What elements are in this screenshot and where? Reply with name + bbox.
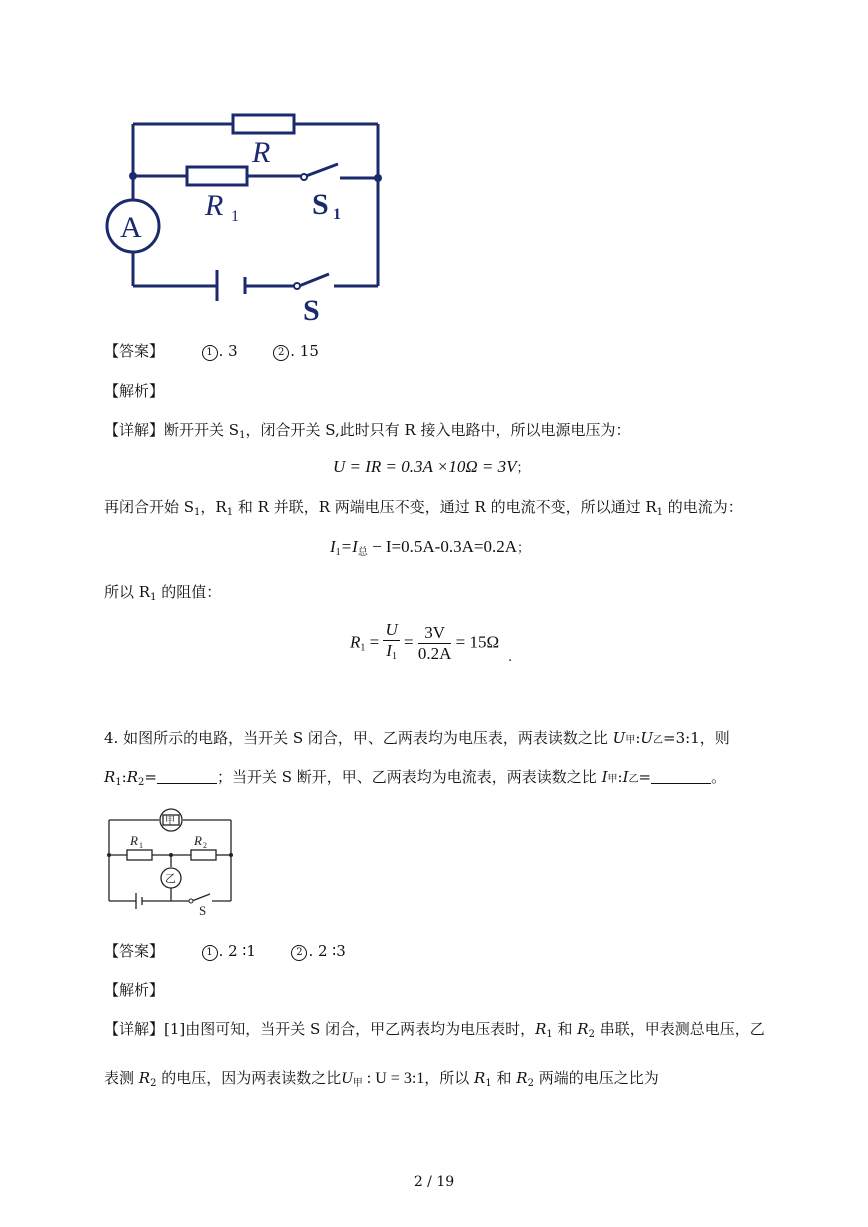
text: : xyxy=(121,768,127,786)
eq-text: : U = 3:1 xyxy=(362,1070,425,1087)
analysis-2-line-2 xyxy=(104,1068,659,1094)
text: 两端的电压之比为 xyxy=(533,1069,659,1087)
question-4-line-1 xyxy=(104,728,730,751)
subscript: 甲 xyxy=(625,735,636,746)
circuit1-label-R1-sub: 1 xyxy=(231,208,239,225)
text: R xyxy=(126,768,139,786)
answer-mark-1: 1 xyxy=(202,945,218,961)
equation-text: U = IR = 0.3A ×10Ω = 3V xyxy=(333,457,517,476)
analysis-1-line-3 xyxy=(104,582,221,608)
fraction-1 xyxy=(383,620,399,667)
circuit1-label-S: S xyxy=(303,294,320,325)
inline-equation xyxy=(341,1070,424,1087)
text: 如图所示的电路，当开关 S 闭合，甲、乙两表均为电压表，两表读数之比 xyxy=(118,729,613,747)
circuit1-label-R: R xyxy=(252,136,271,169)
meter-jia-label: 甲 xyxy=(165,816,175,827)
text: I xyxy=(622,768,629,786)
subscript: 1 xyxy=(391,651,397,662)
circuit2-label-R1-sub: 1 xyxy=(139,841,143,850)
circuit-diagram-1 xyxy=(100,100,390,325)
subscript: 2 xyxy=(150,1078,157,1089)
eq-text: U xyxy=(341,1070,353,1087)
analysis-1-line-2 xyxy=(104,497,743,523)
eq-tail: ； xyxy=(516,540,530,555)
text: 的电流为： xyxy=(663,498,743,516)
subscript: 2 xyxy=(138,777,145,788)
circuit2-label-R2-sub: 2 xyxy=(203,841,207,850)
denominator: I xyxy=(386,641,392,660)
text: U xyxy=(612,729,626,747)
subscript: 1 xyxy=(194,507,201,518)
text: R xyxy=(474,1069,486,1087)
fraction-2 xyxy=(418,623,452,664)
text: I xyxy=(601,768,608,786)
circuit1-label-S1-sub: 1 xyxy=(333,206,341,223)
text: 再闭合开始 S xyxy=(104,498,195,516)
answer-tag: 【答案】 xyxy=(104,942,165,960)
answer-mark-2: 2 xyxy=(273,345,289,361)
subscript: 1 xyxy=(150,592,157,603)
subscript: 甲 xyxy=(352,1078,363,1089)
subscript: 1 xyxy=(546,1029,553,1040)
eq-text: R xyxy=(350,632,361,652)
answer-1 xyxy=(104,341,319,361)
answer-blank-2[interactable] xyxy=(651,769,711,784)
analysis-tag-2: 【解析】 xyxy=(104,981,165,999)
text: = xyxy=(638,768,652,786)
subscript: 1 xyxy=(656,507,664,518)
denominator: 0.2A xyxy=(417,644,452,663)
answer-tag: 【答案】 xyxy=(104,342,165,360)
text: 的电压，因为两表读数之比 xyxy=(156,1069,342,1087)
text: = xyxy=(144,768,157,786)
answer-value-1: . 3 xyxy=(218,342,238,360)
subscript: 1 xyxy=(360,642,366,654)
text: U xyxy=(640,729,654,747)
detail-tag: 【详解】 xyxy=(104,421,165,439)
subscript: 1 xyxy=(115,777,122,788)
equation-3-tail: . xyxy=(508,650,513,665)
answer-blank-1[interactable] xyxy=(157,769,217,784)
eq-text: I xyxy=(330,537,336,556)
question-number: 4. xyxy=(104,729,119,747)
text: 断开开关 S xyxy=(164,421,240,439)
page-number: 2 / 19 xyxy=(413,1174,455,1190)
subscript: 1 xyxy=(485,1078,492,1089)
text: R xyxy=(104,768,116,786)
answer-mark-1: 1 xyxy=(202,345,218,361)
circuit2-label-R2: R xyxy=(194,833,202,848)
text: R xyxy=(577,1020,589,1038)
numerator: U xyxy=(385,620,398,639)
text: 。 xyxy=(711,768,727,786)
meter-yi-label: 乙 xyxy=(165,873,176,885)
text: ，R xyxy=(200,498,227,516)
answer-value-2: . 2 ∶3 xyxy=(308,942,346,960)
text: R xyxy=(535,1020,547,1038)
circuit2-label-R1: R xyxy=(130,833,138,848)
subscript: 2 xyxy=(588,1029,595,1040)
subscript: 总 xyxy=(357,547,368,558)
circuit1-label-S1: S xyxy=(312,188,329,221)
subscript: 甲 xyxy=(607,774,618,785)
subscript: 1 xyxy=(239,430,246,441)
analysis-2-line-1 xyxy=(104,1019,765,1045)
circuit1-label-R1: R xyxy=(205,189,224,222)
analysis-1-line-1 xyxy=(104,420,631,446)
detail-tag: 【详解】 xyxy=(104,1020,165,1038)
ammeter-label: A xyxy=(120,211,142,244)
subscript: 2 xyxy=(527,1078,534,1089)
text: 串联，甲表测总电压，乙 xyxy=(594,1020,765,1038)
answer-mark-2: 2 xyxy=(291,945,307,961)
text: R xyxy=(138,1069,151,1087)
text: ；当开关 S 断开，甲、乙两表均为电流表，两表读数之比 xyxy=(216,768,602,786)
text: 所以 R xyxy=(104,583,151,601)
numerator: 3V xyxy=(418,623,452,644)
subscript: 1 xyxy=(226,507,234,518)
answer-value-2: . 15 xyxy=(290,342,319,360)
text: ，所以 xyxy=(424,1069,475,1087)
eq-result: = 15Ω xyxy=(455,632,500,652)
text: =3:1，则 xyxy=(663,729,730,747)
text: 的阻值： xyxy=(156,583,222,601)
circuit-diagram-2 xyxy=(100,803,240,920)
text: 表测 xyxy=(104,1069,139,1087)
question-4-line-2 xyxy=(104,767,726,793)
text: [1]由图可知，当开关 S 闭合，甲乙两表均为电压表时， xyxy=(164,1020,536,1038)
equation-1 xyxy=(333,457,529,477)
answer-2 xyxy=(104,941,346,961)
subscript: 乙 xyxy=(628,774,639,785)
text: ，闭合开关 S,此时只有 R 接入电路中，所以电源电压为： xyxy=(245,421,631,439)
text: 和 R 并联，R 两端电压不变，通过 R 的电流不变，所以通过 R xyxy=(233,498,657,516)
text: : xyxy=(635,729,641,747)
text: R xyxy=(516,1069,528,1087)
equation-3: $R_1$ = $\frac{U}{I_1}$ = $\frac{3V}{0.2A}$ = 15Ω xyxy=(350,620,499,667)
text: 和 xyxy=(552,1020,578,1038)
text: : xyxy=(617,768,623,786)
eq-text: − I=0.5A-0.3A=0.2A xyxy=(367,537,517,556)
text: 和 xyxy=(491,1069,517,1087)
subscript: 乙 xyxy=(653,735,664,746)
equation-2 xyxy=(330,537,530,558)
eq-text: =I xyxy=(340,537,358,556)
analysis-tag-1: 【解析】 xyxy=(104,382,165,400)
subscript: 1 xyxy=(335,547,341,558)
equation-tail: ； xyxy=(516,460,530,475)
circuit2-label-S: S xyxy=(199,903,207,918)
answer-value-1: . 2 ∶1 xyxy=(218,942,256,960)
